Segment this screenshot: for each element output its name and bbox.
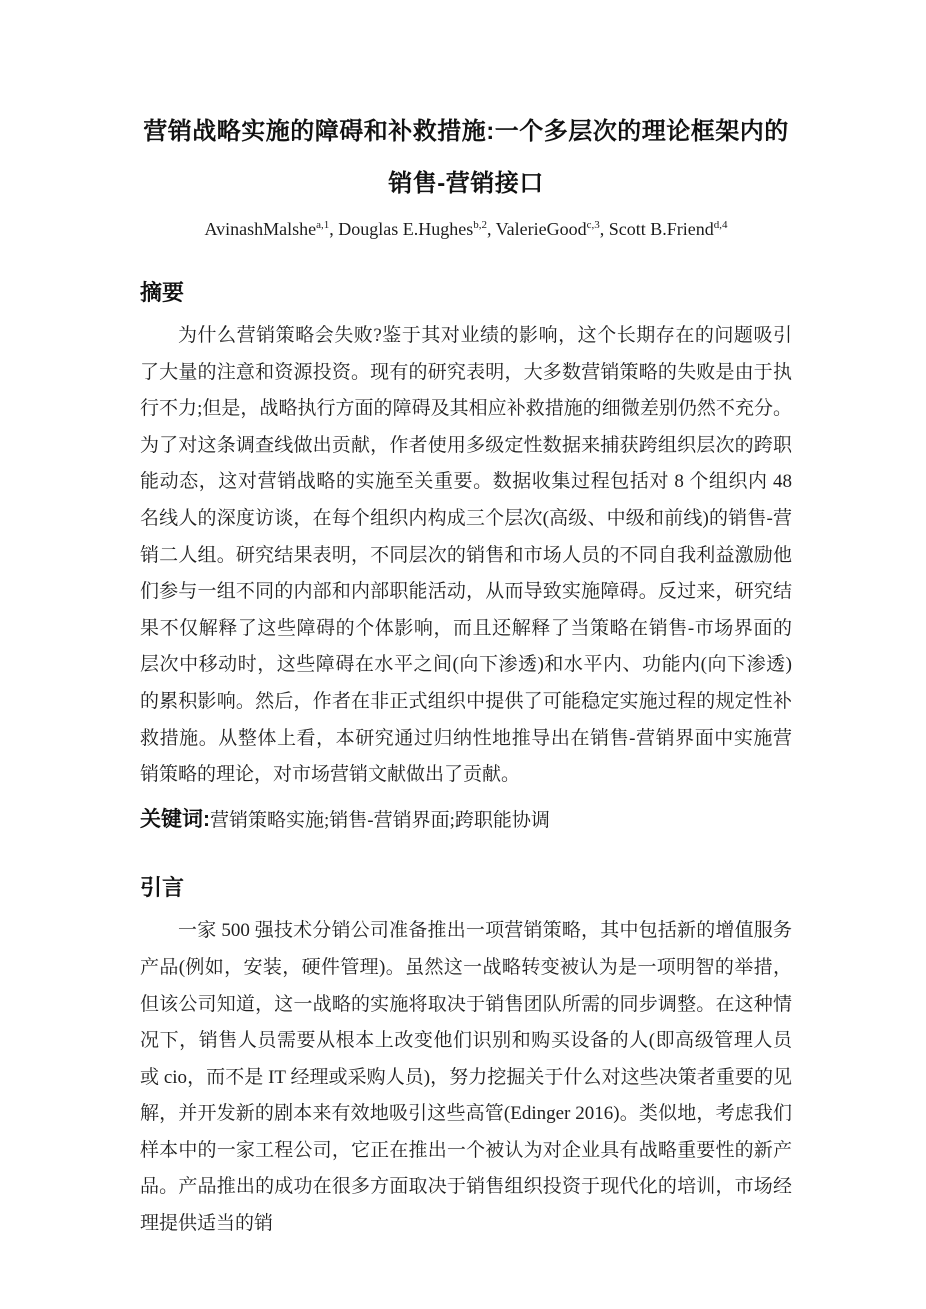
author [609,219,728,239]
author [496,219,609,239]
author-separator: , [329,219,339,239]
author-affiliation-superscript: a,1 [316,219,330,231]
author-name: Scott B.Friend [608,219,714,239]
author-name: Douglas E.Hughes [338,219,474,239]
author-name: AvinashMalshe [204,219,317,239]
keywords-text: 营销策略实施;销售-营销界面;跨职能协调 [210,809,550,831]
author-affiliation-superscript: b,2 [473,219,487,231]
author [204,219,338,239]
introduction-paragraph: 一家 500 强技术分销公司准备推出一项营销策略，其中包括新的增值服务产品(例如，安装，硬件管理)。虽然这一战略转变被认为是一项明智的举措，但该公司知道，这一战略的实施将取决于销售团队所需的同步调整。在这种情况下，销售人员需要从根本上改变他们识别和购买设备的人(即高级管理人员或 cio，而不是 IT 经理或采购人员)，努力挖掘关于什么对这些决策者重要的见解，并开发新的剧本来有效地吸引这些高管(Edinger 2016)。类似地，考虑我们样本中的一家工程公司，它正在推出一个被认为对企业具有战略重要性的新产品。产品推出的成功在很多方面取决于销售组织投资于现代化的培训，市场经理提供适当的销 [140,920,792,1235]
author-affiliation-superscript: c,3 [586,219,600,231]
author-affiliation-superscript: d,4 [713,219,728,231]
paper-title: 营销战略实施的障碍和补救措施:一个多层次的理论框架内的销售-营销接口 [143,118,789,197]
abstract-heading: 摘要 [140,280,185,305]
author-line [140,218,792,240]
author-separator: , [599,219,609,239]
author [338,219,495,239]
abstract-paragraph: 为什么营销策略会失败?鉴于其对业绩的影响，这个长期存在的问题吸引了大量的注意和资源投资。现有的研究表明，大多数营销策略的失败是由于执行不力;但是，战略执行方面的障碍及其相应补救措施的细微差别仍然不充分。为了对这条调查线做出贡献，作者使用多级定性数据来捕获跨组织层次的跨职能动态，这对营销战略的实施至关重要。数据收集过程包括对 8 个组织内 48 名线人的深度访谈，在每个组织内构成三个层次(高级、中级和前线)的销售-营销二人组。研究结果表明，不同层次的销售和市场人员的不同自我利益激励他们参与一组不同的内部和内部职能活动，从而导致实施障碍。反过来，研究结果不仅解释了这些障碍的个体影响，而且还解释了当策略在销售-市场界面的层次中移动时，这些障碍在水平之间(向下渗透)和水平内、功能内(向下渗透)的累积影响。然后，作者在非正式组织中提供了可能稳定实施过程的规定性补救措施。从整体上看，本研究通过归纳性地推导出在销售-营销界面中实施营销策略的理论，对市场营销文献做出了贡献。 [140,325,792,786]
introduction-heading: 引言 [140,875,185,901]
keywords-label: 关键词: [140,807,210,831]
keywords-line [140,802,792,840]
author-separator: , [486,219,496,239]
author-name: ValerieGood [495,219,587,239]
